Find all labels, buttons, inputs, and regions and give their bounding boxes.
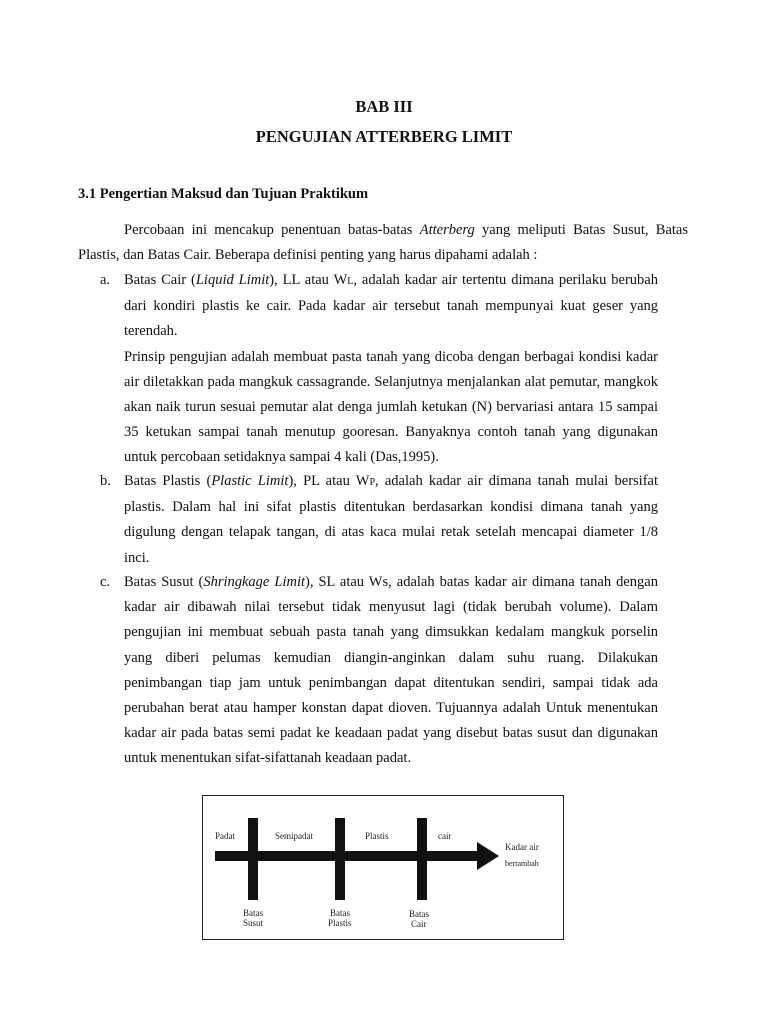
state-label-liquid: cair [438, 831, 452, 841]
limit-label-plastic-1: Batas [330, 908, 350, 918]
list-marker-b: b. [100, 473, 111, 489]
state-label-semisolid: Semipadat [275, 831, 313, 841]
list-item-plastic-limit: Batas Plastis (Plastic Limit), PL atau WP, adalah kadar air dimana tanah mulai bersifat plastis. Dalam hal ini sifat plastis ditentukan berdasarkan kondisi dimana tanah yang digulung dengan telapak tangan, di atas kaca mulai retak setelah mencapai diameter 1/8 inci. [124, 473, 658, 566]
limit-line-liquid [417, 818, 427, 900]
limit-label-liquid-2: Cair [411, 919, 427, 929]
arrow-label-water-content: Kadar air [505, 842, 539, 852]
arrow-head-icon [477, 842, 499, 870]
list-marker-c: c. [100, 574, 111, 590]
limit-label-shrinkage-1: Batas [243, 908, 263, 918]
section-heading: 3.1 Pengertian Maksud dan Tujuan Praktikum [78, 186, 369, 202]
chapter-number: BAB III [355, 97, 413, 116]
diagram-svg [203, 796, 563, 939]
limit-label-plastic-2: Plastis [328, 918, 352, 928]
intro-paragraph: Percobaan ini mencakup penentuan batas-batas Atterberg yang meliputi Batas Susut, Batas Plastis, dan Batas Cair. Beberapa definisi penting yang harus dipahami adalah : [78, 222, 688, 264]
list-marker-a: a. [100, 272, 111, 288]
state-label-solid: Padat [215, 831, 235, 841]
limit-line-plastic [335, 818, 345, 900]
state-label-plastic: Plastis [365, 831, 389, 841]
limit-label-liquid-1: Batas [409, 909, 429, 919]
list-item-shrinkage-limit: Batas Susut (Shringkage Limit), SL atau Ws, adalah batas kadar air dimana tanah dengan kadar air dibawah nilai tersebut tidak menyusut lagi (tidak berubah volume). Dalam pengujian ini membuat sebuah pasta tanah yang dimsukkan kedalam mangkuk porselin yang diberi pelumas kemudian diangin-anginkan dalam suhu ruang. Dilakukan penimbangan tiap jam untuk penimbangan dapat ditentukan sendiri, sampai tidak ada perubahan berat atau hamper konstan dapat dioven. Tujuannya adalah Untuk menentukan kadar air pada batas semi padat ke keadaan padat yang disebut batas susut dan digunakan untuk menentukan sifat-sifattanah keadaan padat. [124, 574, 658, 767]
limit-line-shrinkage [248, 818, 258, 900]
liquid-limit-principle: Prinsip pengujian adalah membuat pasta tanah yang dicoba dengan berbagai kondisi kadar air diletakkan pada mangkuk cassagrande. Selanjutnya menjalankan alat pemutar, mangkok akan naik turun sesuai pemutar alat denga jumlah ketukan (N) bervariasi antara 15 sampai 35 ketukan sampai tanah menutup gooresan. Banyaknya contoh tanah yang digunakan untuk percobaan setidaknya sampai 4 kali (Das,1995). [124, 348, 658, 466]
list-item-liquid-limit: Batas Cair (Liquid Limit), LL atau WL, adalah kadar air tertentu dimana perilaku berubah dari kondiri plastis ke cair. Pada kadar air tersebut tanah mempunyai kuat geser yang terendah. Prinsip pengujian adalah membuat pasta tanah yang dicoba dengan berbagai kondisi kadar air diletakkan pada mangkuk cassagrande. Selanjutnya menjalankan alat pemutar, mangkok akan naik turun sesuai pemutar alat denga jumlah ketukan (N) bervariasi antara 15 sampai 35 ketukan sampai tanah menutup gooresan. Banyaknya contoh tanah yang digunakan untuk percobaan setidaknya sampai 4 kali (Das,1995). [124, 268, 658, 471]
chapter-title: PENGUJIAN ATTERBERG LIMIT [255, 127, 513, 146]
atterberg-states-diagram [202, 795, 564, 940]
arrow-label-increasing: bertambah [505, 859, 539, 868]
limit-label-shrinkage-2: Susut [243, 918, 264, 928]
